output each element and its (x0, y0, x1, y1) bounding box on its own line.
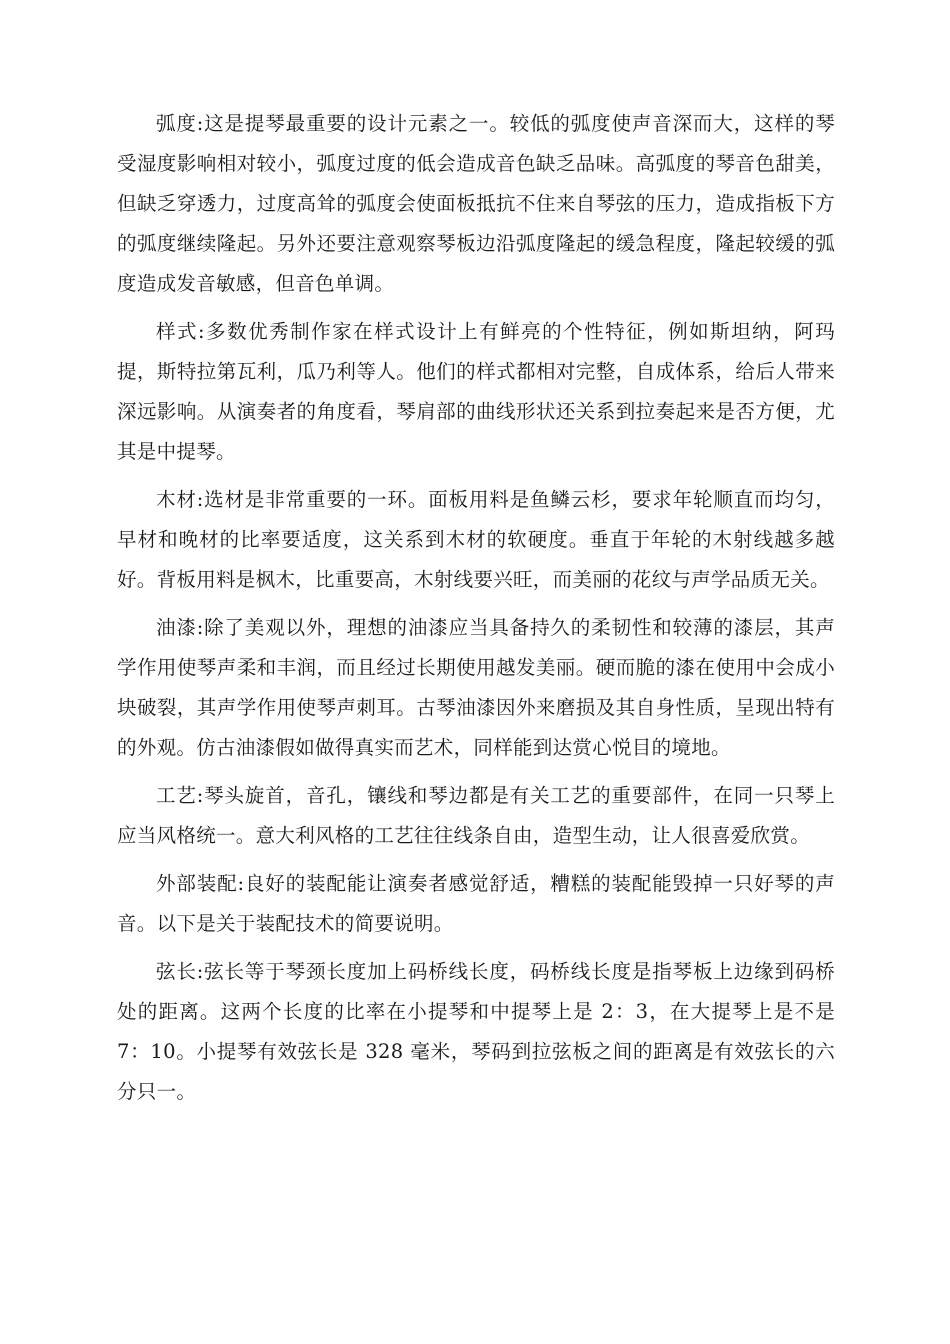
paragraph-text: :琴头旋首，音孔，镶线和琴边都是有关工艺的重要部件，在同一只琴上应当风格统一。意大利风格的工艺往往线条自由，造型生动，让人很喜爱欣赏。 (117, 784, 836, 847)
paragraph-term: 样式 (156, 320, 199, 343)
paragraph-text: :这是提琴最重要的设计元素之一。较低的弧度使声音深而大，这样的琴受湿度影响相对较小，弧度过度的低会造成音色缺乏品味。高弧度的琴音色甜美，但缺乏穿透力，过度高耸的弧度会使面板抵抗不住来自琴弦的压力，造成指板下方的弧度继续隆起。另外还要注意观察琴板边沿弧度隆起的缓急程度，隆起较缓的弧度造成发音敏感，但音色单调。 (117, 112, 836, 295)
paragraph-text: :多数优秀制作家在样式设计上有鲜亮的个性特征，例如斯坦纳，阿玛提，斯特拉第瓦利，瓜乃利等人。他们的样式都相对完整，自成体系，给后人带来深远影响。从演奏者的角度看，琴肩部的曲线形状还关系到拉奏起来是否方便，尤其是中提琴。 (117, 320, 835, 463)
paragraph-arching (117, 104, 835, 304)
paragraph-string-length (117, 952, 835, 1112)
paragraph-term: 外部装配 (156, 872, 238, 895)
paragraph-text: :除了美观以外，理想的油漆应当具备持久的柔韧性和较薄的漆层，其声学作用使琴声柔和丰润，而且经过长期使用越发美丽。硬而脆的漆在使用中会成小块破裂，其声学作用使琴声刺耳。古琴油漆因外来磨损及其自身性质，呈现出特有的外观。仿古油漆假如做得真实而艺术，同样能到达赏心悦目的境地。 (117, 616, 836, 759)
paragraph-term: 弧度 (156, 112, 197, 135)
paragraph-text: :选材是非常重要的一环。面板用料是鱼鳞云杉，要求年轮顺直而均匀，早材和晚材的比率要适度，这关系到木材的软硬度。垂直于年轮的木射线越多越好。背板用料是枫木，比重要高，木射线要兴旺，而美丽的花纹与声学品质无关。 (117, 488, 836, 591)
paragraph-term: 油漆 (156, 616, 197, 639)
paragraph-text: :良好的装配能让演奏者感觉舒适，糟糕的装配能毁掉一只好琴的声音。以下是关于装配技术的简要说明。 (117, 872, 836, 935)
paragraph-external-setup (117, 864, 835, 944)
paragraph-term: 工艺 (156, 784, 197, 807)
paragraph-style (117, 312, 835, 472)
paragraph-term: 弦长 (156, 960, 197, 983)
paragraph-wood (117, 480, 835, 600)
paragraph-term: 木材 (156, 488, 197, 511)
paragraph-text: :弦长等于琴颈长度加上码桥线长度，码桥线长度是指琴板上边缘到码桥处的距离。这两个长度的比率在小提琴和中提琴上是 2：3，在大提琴上是不是 7：10。小提琴有效弦长是 328 毫米，琴码到拉弦板之间的距离是有效弦长的六分只一。 (117, 960, 836, 1103)
paragraph-varnish (117, 608, 835, 768)
paragraph-craftsmanship (117, 776, 835, 856)
document-page (117, 104, 835, 1120)
